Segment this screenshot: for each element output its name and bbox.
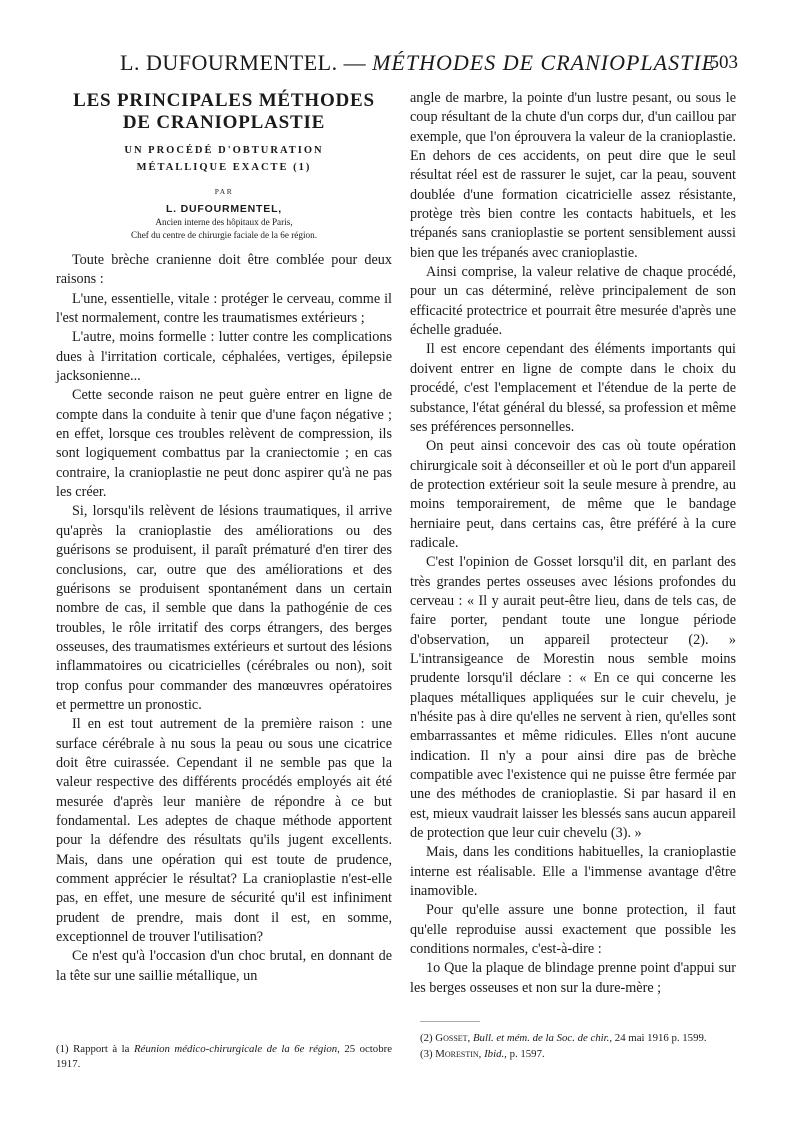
right-paragraph-6: Mais, dans les conditions habituelles, la cranioplastie interne est réalisable. Elle a l'immense avantage d'être inamovible.	[410, 844, 736, 900]
running-title-author: L. DUFOURMENTEL. —	[120, 50, 367, 75]
right-paragraph-8: 1o Que la plaque de blindage prenne point d'appui sur les berges osseuses et non sur la dure-mère ;	[410, 960, 736, 996]
footnote-2-author: Gosset,	[435, 1032, 471, 1044]
article-subtitle	[56, 142, 392, 176]
footnote-3-ref: p. 1597.	[509, 1047, 545, 1060]
footnote-2	[420, 1031, 736, 1047]
running-header	[70, 50, 738, 82]
left-paragraph-4: Cette seconde raison ne peut guère entrer en ligne de compte dans la conduite à tenir que d'une façon négative ; en effet, lorsque ces troubles relèvent de compression, ils sont logiquement combattus par la craniectomie ; en cas contraire, la cranioplastie ne peut donc aspirer qu'à ne pas les créer.	[56, 387, 392, 501]
right-paragraph-2: Ainsi comprise, la valeur relative de chaque procédé, pour un cas déterminé, relève principalement de son efficacité protectrice et pourrait être mesurée d'après une échelle graduée.	[410, 264, 736, 339]
footnote-1-date: 25 octobre 1917.	[56, 1043, 392, 1070]
footnote-2-mark: (2)	[420, 1032, 433, 1044]
article-title-line2: DE CRANIOPLASTIE	[122, 112, 326, 133]
author-affiliation	[56, 216, 392, 241]
article-title-line1: LES PRINCIPALES MÉTHODES	[73, 90, 375, 111]
footnote-3-author: Morestin,	[435, 1047, 482, 1060]
footnote-3	[420, 1047, 736, 1063]
running-title-topic: MÉTHODES DE CRANIOPLASTIE	[372, 50, 717, 75]
article-subtitle-line1: UN PROCÉDÉ D'OBTURATION	[124, 145, 324, 156]
running-title	[120, 50, 716, 76]
left-paragraph-6: Il en est tout autrement de la première raison : une surface cérébrale à nu sous la peau ou sous une cicatrice doit être cuirassée. Cependant il ne semble pas que la valeur respective des différents procédés employés ait été mesurée d'après leur manière de répondre à ce but fondamental. Les adeptes de chaque méthode apportent pour la défendre des résultats qu'ils jugent excellents. Mais, dans une opération qui est toute de prudence, comment apprécier le résultat? La cranioplastie n'est-elle pas, en effet, une mesure de sécurité qu'il est infiniment prudent de prendre, mais dont il est, en somme, exceptionnel de trouver l'utilisation?	[56, 716, 392, 946]
right-paragraph-4: On peut ainsi concevoir des cas où toute opération chirurgicale soit à déconseiller et où le port d'un appareil de protection extérieur soit la seule mesure à prendre, au moins temporairement, de même que le bandage herniaire peut, dans certains cas, être préféré à la cure radicale.	[410, 438, 736, 551]
footnote-2-source: Bull. et mém. de la Soc. de chir.,	[472, 1032, 613, 1044]
left-paragraph-2: L'une, essentielle, vitale : protéger le cerveau, comme il l'est normalement, contre les traumatismes extérieurs ;	[56, 290, 392, 327]
right-column	[410, 89, 736, 998]
footnote-1-mark: (1) Rapport à la	[56, 1043, 130, 1055]
affiliation-line2: Chef du centre de chirurgie faciale de la 6e région.	[130, 229, 318, 240]
left-paragraph-3: L'autre, moins formelle : lutter contre les complications dues à l'irritation corticale, céphalées, vertiges, épilepsie jacksonienne...	[56, 329, 392, 385]
footnote-3-mark: (3)	[420, 1047, 433, 1060]
footnote-rule	[420, 1021, 480, 1022]
left-paragraph-1: Toute brèche cranienne doit être comblée pour deux raisons :	[56, 252, 392, 288]
author-name: L. DUFOURMENTEL,	[165, 203, 283, 215]
left-column	[56, 90, 392, 986]
footnote-1	[56, 1042, 392, 1072]
affiliation-line1: Ancien interne des hôpitaux de Paris,	[155, 217, 293, 227]
left-paragraph-5: Si, lorsqu'ils relèvent de lésions traumatiques, il arrive qu'après la cranioplastie des améliorations ou des guérisons se produisent, il paraît prématuré d'en tirer des conclusions, car, outre que des améliorations et des guérisons se produisent spontanément dans un certain nombre de cas, il semble que dans la pathogénie de ces troubles, le rôle irritatif des corps étrangers, des berges osseuses, des traumatismes extérieurs et surtout des lésions inflammatoires ou cicatricielles (cérébrales ou non), soit trop confus pour commander des manœuvres opératoires et permettre un pronostic.	[56, 503, 392, 713]
byline-par: PAR	[214, 187, 234, 196]
footnote-1-source: Réunion médico-chirurgicale de la 6e région,	[133, 1043, 340, 1055]
right-paragraph-1: angle de marbre, la pointe d'un lustre pesant, ou sous le coup résultant de la chute d'un corps dur, d'un caillou par exemple, que l'on éprouvera la valeur de la cranioplastie. En dehors de ces accidents, on peut dire que le seul résultat réel est de rassurer le sujet, car la peau, souvent doublée d'une formation cicatricielle assez résistante, protège très bien contre les contacts habituels, et les trépanés sans cranioplastie se portent sensiblement aussi bien que les trépanés avec cranioplastie.	[410, 90, 736, 261]
footnote-3-source: Ibid.,	[484, 1047, 507, 1060]
left-paragraph-7: Ce n'est qu'à l'occasion d'un choc brutal, en donnant de la tête sur une saillie métallique, un	[56, 948, 392, 984]
article-title	[56, 90, 392, 134]
article-subtitle-line2: MÉTALLIQUE EXACTE (1)	[136, 162, 312, 173]
footnote-2-ref: 24 mai 1916 p. 1599.	[614, 1032, 707, 1044]
right-paragraph-7: Pour qu'elle assure une bonne protection, il faut qu'elle reproduise aussi exactement que possible les conditions normales, c'est-à-dire :	[410, 902, 736, 958]
footnotes-right	[420, 1031, 736, 1062]
page-number: 503	[709, 52, 738, 73]
right-paragraph-3: Il est encore cependant des éléments importants qui doivent entrer en ligne de compte dans le choix du procédé, c'est l'emplacement et l'étendue de la perte de substance, l'état général du blessé, sa profession et même ses préférences personnelles.	[410, 341, 736, 435]
right-paragraph-5: C'est l'opinion de Gosset lorsqu'il dit, en parlant des très grandes pertes osseuses avec lésions profondes du cerveau : « Il y aurait peut-être lieu, dans de tels cas, de faire porter, pendant toute une longue période d'observation, un appareil protecteur (2). » L'intransigeance de Morestin nous semble moins prudente lorsqu'il déclare : « En ce qui concerne les plaques métalliques appliquées sur le cuir chevelu, je n'hésite pas à dire qu'elles ne servent à rien, qu'elles sont embarrassantes et même ridicules. Elles n'ont aucune indication. Il n'y a pour ainsi dire pas de brèche compatible avec l'existence qui ne puisse être fermée par une des méthodes de cranioplastie. Si par hasard il en est, mieux vaudrait laisser les blessés sans aucun appareil de protection que leur cuir chevelu (3). »	[410, 554, 736, 842]
